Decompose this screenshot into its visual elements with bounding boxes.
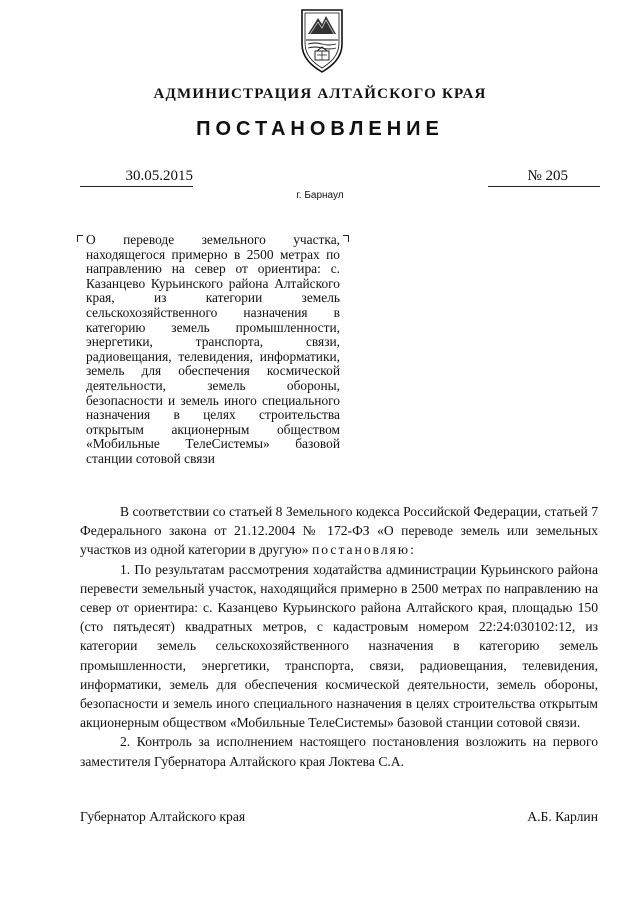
- subject-block: [77, 233, 349, 467]
- document-date: 30.05.2015: [105, 168, 193, 187]
- subject-corner-right: [343, 235, 349, 242]
- number-underline: [568, 186, 600, 187]
- document-number: № 205: [488, 168, 568, 187]
- organization-name: АДМИНИСТРАЦИЯ АЛТАЙСКОГО КРАЯ: [153, 86, 487, 102]
- date-underline: [80, 186, 106, 187]
- signer-title: Губернатор Алтайского края: [80, 809, 246, 824]
- document-type-heading: ПОСТАНОВЛЕНИЕ: [196, 118, 444, 140]
- item-2-paragraph: 2. Контроль за исполнением настоящего постановления возложить на первого заместителя Губернатора Алтайского края Локтева С.А.: [80, 734, 598, 769]
- item-1-paragraph: 1. По результатам рассмотрения ходатайства администрации Курьинского района перевести земельный участок, находящийся примерно в 2500 метрах по направлению на север от ориентира: с. Казанцево Курьинского района Алтайского края, площадью 150 (сто пятьдесят) квадратных метров, с кадастровым номером 22:24:030102:12, из категории земель сельскохозяйственного назначения в категорию земель промышленности, энергетики, транспорта, связи, радиовещания, телевидения, информатики, земель для обеспечения космической деятельности, земель обороны, безопасности и земель иного специального назначения в целях строительства открытым акционерным обществом «Мобильные ТелеСистемы» базовой станции сотовой связи.: [80, 561, 598, 731]
- coat-of-arms-icon: [296, 6, 348, 76]
- issue-city: г. Барнаул: [296, 190, 344, 201]
- document-body: [80, 502, 598, 771]
- subject-text: О переводе земельного участка, находящегося примерно в 2500 метрах по направлению на север от ориентира: с. Казанцево Курьинского района Алтайского края, из категории земель сельскохозяйственного назначения в категорию земель промышленности, энергетики, транспорта, связи, радиовещания, телевидения, информатики, земель для обеспечения космической деятельности, земель обороны, безопасности и земель иного специального назначения в целях строительства открытым акционерным обществом «Мобильные ТелеСистемы» базовой станции сотовой связи: [86, 232, 340, 466]
- signer-name: А.Б. Карлин: [527, 809, 598, 824]
- preamble-text: В соответствии со статьей 8 Земельного кодекса Российской Федерации, статьей 7 Федерального закона от 21.12.2004 № 172-ФЗ «О переводе земель или земельных участков из одной категории в другую»: [80, 504, 598, 558]
- subject-corner-left: [77, 235, 83, 242]
- preamble-paragraph: [80, 502, 598, 560]
- resolve-word: постановляю:: [312, 542, 416, 558]
